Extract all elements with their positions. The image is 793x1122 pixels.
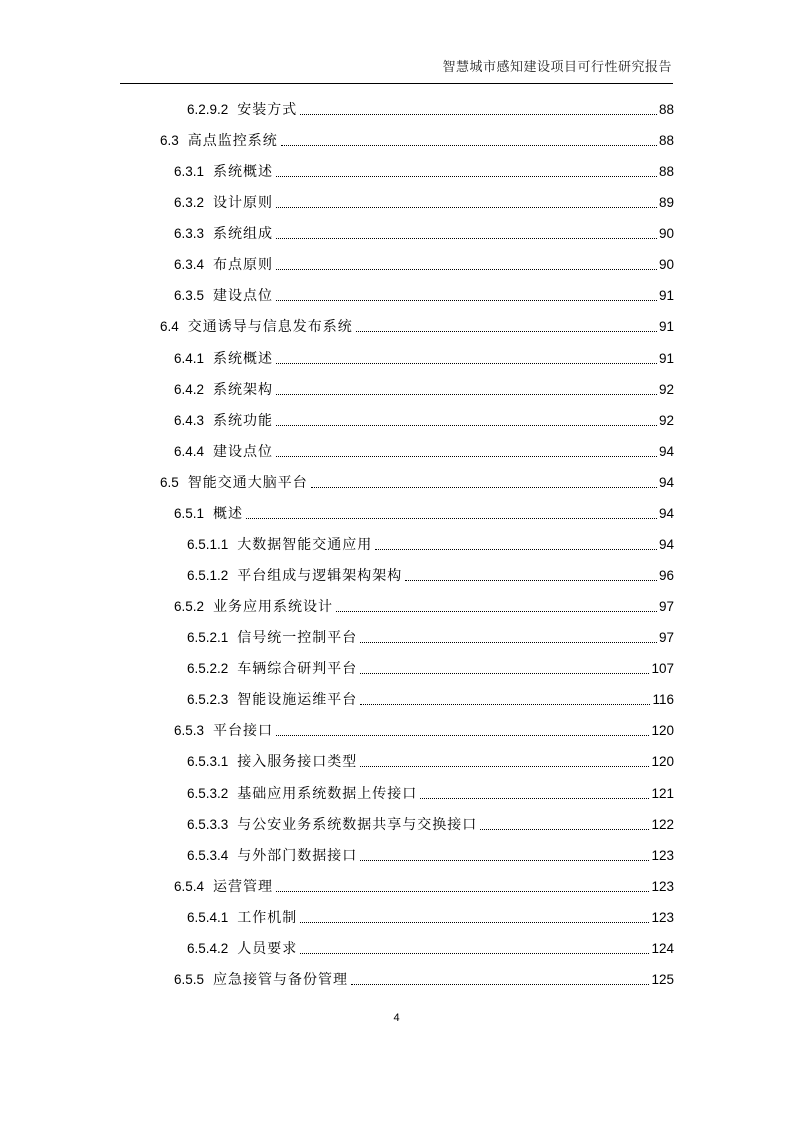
toc-entry[interactable] xyxy=(160,128,674,150)
toc-entry[interactable] xyxy=(174,501,674,523)
toc-entry[interactable] xyxy=(187,625,674,647)
toc-entry[interactable] xyxy=(174,346,674,368)
toc-dot-leader xyxy=(300,953,649,954)
toc-entry-page: 88 xyxy=(658,102,674,117)
toc-entry-title: 信号统一控制平台 xyxy=(237,630,358,647)
toc-dot-leader xyxy=(336,611,657,612)
toc-entry-number: 6.5.3.2 xyxy=(187,785,229,801)
toc-entry-page: 91 xyxy=(658,288,674,304)
toc-entry-number: 6.4.2 xyxy=(174,381,205,397)
toc-dot-leader xyxy=(276,456,657,457)
toc-entry[interactable] xyxy=(187,656,674,678)
toc-entry-page: 107 xyxy=(651,661,674,677)
toc-entry-number: 6.3 xyxy=(160,133,179,149)
toc-entry[interactable] xyxy=(174,221,674,243)
toc-dot-leader xyxy=(276,176,657,177)
toc-entry-page: 116 xyxy=(652,692,674,708)
toc-entry-number: 6.5.4.1 xyxy=(187,909,229,925)
toc-entry-number: 6.4.4 xyxy=(174,443,205,459)
toc-entry[interactable] xyxy=(160,314,674,336)
toc-entry-title: 工作机制 xyxy=(237,909,298,926)
toc-entry-title: 高点监控系统 xyxy=(187,133,278,150)
toc-dot-leader xyxy=(360,860,649,861)
toc-entry-page: 123 xyxy=(651,878,674,894)
toc-entry-number: 6.5.3.4 xyxy=(187,847,229,863)
toc-entry-number: 6.3.3 xyxy=(174,226,205,242)
toc-dot-leader xyxy=(281,145,657,146)
toc-entry-page: 97 xyxy=(658,630,674,646)
toc-entry-page: 92 xyxy=(658,381,674,397)
toc-entry-page: 125 xyxy=(651,971,674,987)
toc-entry[interactable] xyxy=(160,470,674,492)
toc-entry-number: 6.4.3 xyxy=(174,412,205,428)
toc-entry-title: 平台组成与逻辑架构架构 xyxy=(237,568,403,585)
toc-entry-number: 6.5.3.1 xyxy=(187,754,229,770)
toc-entry-title: 与外部门数据接口 xyxy=(237,847,358,864)
toc-entry-number: 6.5.2 xyxy=(174,599,205,615)
toc-entry-number: 6.3.4 xyxy=(174,257,205,273)
toc-dot-leader xyxy=(356,331,657,332)
toc-entry-page: 120 xyxy=(651,754,674,770)
toc-entry-title: 概述 xyxy=(213,505,244,522)
toc-entry-number: 6.5.3 xyxy=(174,723,205,739)
toc-entry[interactable] xyxy=(174,874,674,896)
toc-entry-title: 系统概述 xyxy=(213,350,274,367)
toc-dot-leader xyxy=(360,673,649,674)
toc-entry-page: 120 xyxy=(651,723,674,739)
toc-dot-leader xyxy=(360,766,649,767)
toc-entry-page: 122 xyxy=(651,816,674,832)
toc-entry-title: 布点原则 xyxy=(213,257,274,274)
toc-entry[interactable] xyxy=(187,781,674,803)
toc-entry-page: 90 xyxy=(658,257,674,273)
header-divider xyxy=(120,83,673,84)
toc-entry-title: 与公安业务系统数据共享与交换接口 xyxy=(237,816,478,833)
toc-entry-title: 智能交通大脑平台 xyxy=(187,474,308,491)
toc-dot-leader xyxy=(276,363,657,364)
toc-entry-number: 6.5.1 xyxy=(174,505,205,521)
toc-entry[interactable] xyxy=(174,718,674,740)
toc-entry-page: 88 xyxy=(658,164,674,180)
toc-entry[interactable] xyxy=(187,749,674,771)
toc-entry-number: 6.2.9.2 xyxy=(187,102,229,117)
toc-dot-leader xyxy=(276,207,657,208)
running-header-title: 智慧城市感知建设项目可行性研究报告 xyxy=(442,60,672,75)
toc-entry-page: 92 xyxy=(658,412,674,428)
toc-entry-number: 6.4 xyxy=(160,319,179,335)
toc-entry-number: 6.5.1.2 xyxy=(187,568,229,584)
toc-entry[interactable] xyxy=(187,843,674,865)
toc-entry-page: 91 xyxy=(658,319,674,335)
toc-entry[interactable] xyxy=(174,252,674,274)
toc-entry-title: 安装方式 xyxy=(237,102,298,118)
toc-entry-page: 89 xyxy=(658,195,674,211)
toc-entry[interactable] xyxy=(174,439,674,461)
toc-dot-leader xyxy=(276,735,649,736)
toc-dot-leader xyxy=(276,394,657,395)
toc-entry-page: 90 xyxy=(658,226,674,242)
toc-dot-leader xyxy=(276,891,649,892)
toc-entry-number: 6.3.1 xyxy=(174,164,205,180)
toc-entry-title: 交通诱导与信息发布系统 xyxy=(187,319,353,336)
toc-entry-page: 94 xyxy=(658,443,674,459)
toc-entry[interactable] xyxy=(174,377,674,399)
toc-entry[interactable] xyxy=(187,936,674,958)
toc-entry-number: 6.5.5 xyxy=(174,971,205,987)
toc-entry-number: 6.3.2 xyxy=(174,195,205,211)
toc-entry-title: 系统组成 xyxy=(213,226,274,243)
toc-entry[interactable] xyxy=(187,97,674,119)
toc-entry-title: 基础应用系统数据上传接口 xyxy=(237,785,418,802)
page-number: 4 xyxy=(393,1012,400,1024)
toc-entry-number: 6.5.4.2 xyxy=(187,940,229,956)
toc-dot-leader xyxy=(300,922,649,923)
toc-entry-page: 88 xyxy=(658,133,674,149)
toc-dot-leader xyxy=(276,269,657,270)
toc-entry-title: 智能设施运维平台 xyxy=(237,692,358,709)
toc-dot-leader xyxy=(246,518,657,519)
toc-entry-page: 96 xyxy=(658,568,674,584)
toc-entry-title: 建设点位 xyxy=(213,288,274,305)
toc-dot-leader xyxy=(420,798,649,799)
toc-entry-title: 系统概述 xyxy=(213,164,274,181)
toc-entry-number: 6.5.1.1 xyxy=(187,536,229,552)
toc-entry-number: 6.3.5 xyxy=(174,288,205,304)
toc-entry[interactable] xyxy=(187,563,674,585)
toc-dot-leader xyxy=(480,829,649,830)
toc-entry-title: 运营管理 xyxy=(213,878,274,895)
toc-entry[interactable] xyxy=(187,812,674,834)
toc-dot-leader xyxy=(300,114,657,115)
toc-entry-page: 94 xyxy=(658,536,674,552)
toc-entry[interactable] xyxy=(174,283,674,305)
toc-entry-title: 大数据智能交通应用 xyxy=(237,536,373,553)
toc-dot-leader xyxy=(405,580,657,581)
toc-entry-number: 6.5.2.1 xyxy=(187,630,229,646)
toc-entry-title: 应急接管与备份管理 xyxy=(213,971,349,988)
toc-entry[interactable] xyxy=(187,532,674,554)
toc-entry-page: 121 xyxy=(651,785,674,801)
toc-entry-title: 平台接口 xyxy=(213,723,274,740)
toc-entry-page: 97 xyxy=(658,599,674,615)
toc-dot-leader xyxy=(360,642,657,643)
toc-entry-number: 6.5.2.3 xyxy=(187,692,229,708)
toc-entry-title: 接入服务接口类型 xyxy=(237,754,358,771)
toc-entry[interactable] xyxy=(187,905,674,927)
toc-entry-number: 6.5.4 xyxy=(174,878,205,894)
toc-entry-number: 6.5.2.2 xyxy=(187,661,229,677)
toc-entry-page: 123 xyxy=(651,909,674,925)
toc-entry-title: 设计原则 xyxy=(213,195,274,212)
toc-entry-page: 94 xyxy=(658,505,674,521)
toc-entry[interactable] xyxy=(174,190,674,212)
toc-entry[interactable] xyxy=(174,408,674,430)
toc-dot-leader xyxy=(276,425,657,426)
toc-entry-title: 业务应用系统设计 xyxy=(213,599,334,616)
toc-entry-page: 124 xyxy=(651,940,674,956)
toc-dot-leader xyxy=(351,984,649,985)
toc-entry[interactable] xyxy=(187,687,674,709)
toc-dot-leader xyxy=(375,549,657,550)
toc-entry-number: 6.4.1 xyxy=(174,350,205,366)
toc-entry[interactable] xyxy=(174,967,674,989)
toc-entry-page: 94 xyxy=(658,474,674,490)
toc-dot-leader xyxy=(276,238,657,239)
toc-dot-leader xyxy=(311,487,657,488)
toc-entry-title: 车辆综合研判平台 xyxy=(237,661,358,678)
toc-entry-title: 建设点位 xyxy=(213,443,274,460)
toc-entry-title: 系统架构 xyxy=(213,381,274,398)
toc-dot-leader xyxy=(360,704,650,705)
toc-entry[interactable] xyxy=(174,594,674,616)
toc-entry-page: 91 xyxy=(658,350,674,366)
toc-entry-page: 123 xyxy=(651,847,674,863)
toc-dot-leader xyxy=(276,300,657,301)
toc-entry[interactable] xyxy=(174,159,674,181)
toc-entry-number: 6.5 xyxy=(160,474,179,490)
toc-entry-title: 系统功能 xyxy=(213,412,274,429)
toc-entry-number: 6.5.3.3 xyxy=(187,816,229,832)
toc-entry-title: 人员要求 xyxy=(237,940,298,957)
